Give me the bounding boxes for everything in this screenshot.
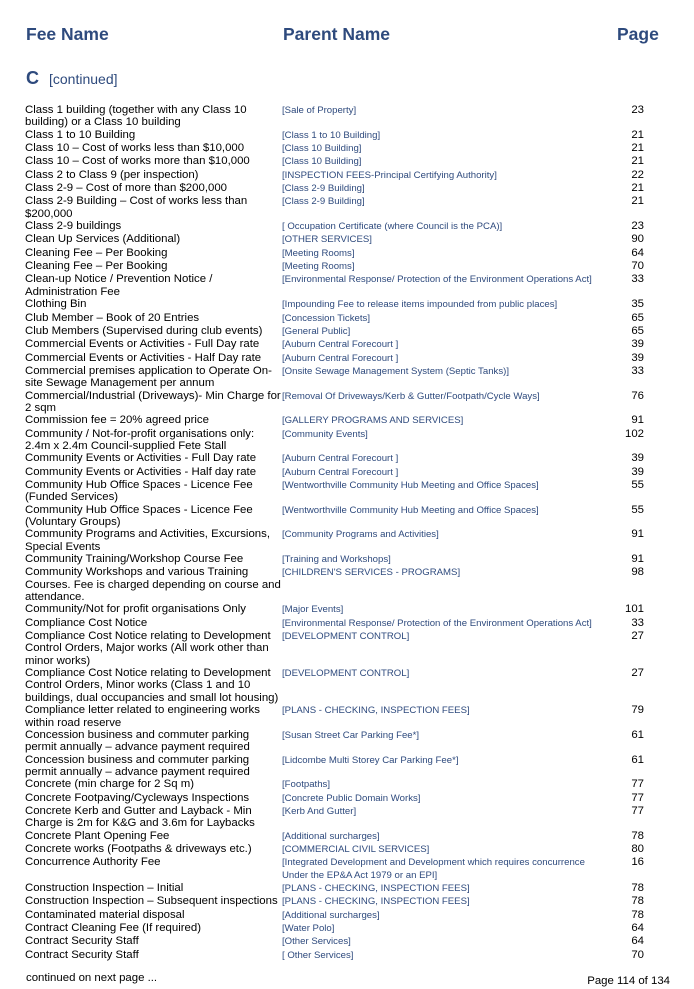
parent-name-cell: [Meeting Rooms] (282, 261, 355, 273)
fee-name-cell: Concession business and commuter parking permit annually – advance payment required (25, 753, 250, 778)
fee-name-cell: Cleaning Fee – Per Booking (25, 246, 168, 259)
parent-name-cell: [Auburn Central Forecourt ] (282, 339, 399, 351)
fee-name-cell: Compliance letter related to engineering works within road reserve (25, 704, 260, 729)
parent-name-cell: [GALLERY PROGRAMS AND SERVICES] (282, 415, 464, 427)
parent-name-cell: [Community Events] (282, 428, 368, 440)
parent-name-cell: [Onsite Sewage Management System (Septic Tanks)] (282, 365, 509, 377)
table-row (25, 856, 647, 882)
fee-table (25, 104, 647, 962)
table-row (25, 704, 647, 729)
table-row (25, 528, 647, 553)
fee-name-cell: Contract Security Staff (25, 948, 139, 961)
page-cell: 65 (631, 311, 644, 324)
table-row (25, 247, 647, 260)
parent-name-cell: [Wentworthville Community Hub Meeting and Office Spaces] (282, 504, 539, 516)
page-cell: 91 (631, 414, 644, 427)
page-cell: 55 (631, 503, 644, 516)
table-row (25, 428, 647, 453)
page-cell: 23 (631, 220, 644, 233)
page-cell: 91 (631, 553, 644, 566)
fee-name-cell: Concrete Plant Opening Fee (25, 829, 170, 842)
page-cell: 90 (631, 233, 644, 246)
parent-name-cell: [Class 10 Building] (282, 156, 362, 168)
page-cell: 80 (631, 842, 644, 855)
parent-name-cell: [Additional surcharges] (282, 909, 380, 921)
table-row (25, 390, 647, 415)
fee-name-cell: Contract Security Staff (25, 935, 139, 948)
table-row (25, 566, 647, 603)
page-cell: 77 (631, 804, 644, 817)
table-row (25, 273, 647, 298)
page-cell: 77 (631, 778, 644, 791)
parent-name-cell: [Auburn Central Forecourt ] (282, 466, 399, 478)
parent-name-cell: [Footpaths] (282, 779, 330, 791)
fee-name-cell: Class 2-9 buildings (25, 220, 122, 233)
page-cell: 33 (631, 364, 644, 377)
table-row (25, 312, 647, 325)
fee-name-cell: Clean-up Notice / Prevention Notice / Administration Fee (25, 273, 213, 298)
parent-name-header: Parent Name (283, 24, 390, 44)
parent-name-cell: [Wentworthville Community Hub Meeting and Office Spaces] (282, 479, 539, 491)
parent-name-cell: [Meeting Rooms] (282, 247, 355, 259)
page-cell: 78 (631, 895, 644, 908)
page-cell: 102 (624, 427, 644, 440)
fee-name-cell: Contaminated material disposal (25, 908, 185, 921)
table-row (25, 298, 647, 311)
table-row (25, 466, 647, 479)
page-cell: 33 (631, 273, 644, 286)
page-cell: 33 (631, 616, 644, 629)
parent-name-cell: [CHILDREN'S SERVICES - PROGRAMS] (282, 567, 461, 579)
fee-name-cell: Community Hub Office Spaces - Licence Fee (Voluntary Groups) (25, 503, 253, 528)
fee-name-cell: Class 10 – Cost of works more than $10,000 (25, 155, 250, 168)
section-heading (26, 68, 118, 89)
table-row (25, 949, 647, 962)
table-row (25, 922, 647, 935)
page-cell: 35 (631, 298, 644, 311)
fee-name-cell: Club Members (Supervised during club events) (25, 324, 263, 337)
parent-name-cell: [ Occupation Certificate (where Council is the PCA)] (282, 221, 503, 233)
page-cell: 21 (631, 155, 644, 168)
table-row (25, 142, 647, 155)
parent-name-cell: [Integrated Development and Development which requires concurrence Under the EP&A Act 1979 or an EPI] (282, 857, 585, 881)
page-cell: 22 (631, 168, 644, 181)
parent-name-cell: [PLANS - CHECKING, INSPECTION FEES] (282, 896, 470, 908)
page-cell: 64 (631, 922, 644, 934)
parent-name-cell: [Class 10 Building] (282, 143, 362, 155)
table-row (25, 882, 647, 895)
fee-name-cell: Cleaning Fee – Per Booking (25, 260, 168, 273)
page-cell: 78 (631, 908, 644, 921)
fee-name-cell: Concession business and commuter parking permit annually – advance payment required (25, 728, 250, 754)
table-row (25, 553, 647, 566)
fee-name-cell: Commission fee = 20% agreed price (25, 414, 209, 427)
page-cell: 64 (631, 246, 644, 259)
parent-name-cell: [DEVELOPMENT CONTROL] (282, 668, 410, 680)
fee-name-cell: Compliance Cost Notice relating to Development Control Orders, Major works (All work other than minor works) (25, 630, 271, 667)
table-row (25, 805, 647, 830)
page-cell: 27 (631, 667, 644, 680)
parent-name-cell: [Sale of Property] (282, 105, 357, 116)
parent-name-cell: [Other Services] (282, 936, 351, 948)
parent-name-cell: [Kerb And Gutter] (282, 805, 357, 817)
fee-name-cell: Contract Cleaning Fee (If required) (25, 922, 202, 934)
parent-name-cell: [Concession Tickets] (282, 312, 370, 324)
parent-name-cell: [Environmental Response/ Protection of the Environment Operations Act] (282, 274, 592, 286)
fee-name-cell: Community / Not-for-profit organisations only: 2.4m x 2.4m Council-supplied Fete Stall (25, 427, 255, 452)
fee-name-cell: Class 1 building (together with any Class 10 building) or a Class 10 building (25, 104, 247, 129)
page-cell: 21 (631, 195, 644, 208)
table-row (25, 169, 647, 182)
fee-name-header: Fee Name (26, 24, 109, 44)
table-row (25, 352, 647, 365)
parent-name-cell: [Susan Street Car Parking Fee*] (282, 729, 420, 741)
page-cell: 77 (631, 791, 644, 804)
table-row (25, 754, 647, 779)
page-cell: 91 (631, 528, 644, 541)
fee-name-cell: Clean Up Services (Additional) (25, 233, 181, 246)
parent-name-cell: [Auburn Central Forecourt ] (282, 352, 399, 364)
page-cell: 39 (631, 338, 644, 351)
table-row (25, 729, 647, 754)
page-cell: 98 (631, 566, 644, 579)
page-cell: 39 (631, 465, 644, 478)
fee-name-cell: Clothing Bin (25, 298, 87, 311)
parent-name-cell: [ Other Services] (282, 949, 354, 961)
parent-name-cell: [Training and Workshops] (282, 554, 391, 566)
table-row (25, 325, 647, 338)
fee-name-cell: Class 2-9 – Cost of more than $200,000 (25, 182, 227, 195)
fee-name-cell: Community Events or Activities - Full Day rate (25, 452, 257, 465)
table-row (25, 338, 647, 351)
parent-name-cell: [Class 2-9 Building] (282, 196, 365, 208)
page-cell: 64 (631, 935, 644, 948)
fee-name-cell: Community/Not for profit organisations Only (25, 603, 246, 616)
parent-name-cell: [PLANS - CHECKING, INSPECTION FEES] (282, 705, 470, 717)
parent-name-cell: [Community Programs and Activities] (282, 529, 439, 541)
page-cell: 23 (631, 104, 644, 116)
page-number: Page 114 of 134 (587, 975, 670, 987)
continued-note: continued on next page ... (26, 972, 158, 984)
parent-name-cell: [Removal Of Driveways/Kerb & Gutter/Footpath/Cycle Ways] (282, 390, 540, 402)
page-cell: 70 (631, 260, 644, 273)
page-cell: 39 (631, 351, 644, 364)
page-cell: 39 (631, 452, 644, 465)
parent-name-cell: [Class 1 to 10 Building] (282, 129, 381, 141)
table-row (25, 260, 647, 273)
parent-name-cell: [General Public] (282, 325, 351, 337)
parent-name-cell: [PLANS - CHECKING, INSPECTION FEES] (282, 882, 470, 894)
fee-name-cell: Club Member – Book of 20 Entries (25, 311, 200, 324)
page-cell: 61 (631, 753, 644, 766)
table-row (25, 104, 647, 129)
fee-name-cell: Concrete Footpaving/Cycleways Inspections (25, 791, 250, 804)
parent-name-cell: [Impounding Fee to release items impounded from public places] (282, 299, 558, 311)
fee-name-cell: Compliance Cost Notice (25, 616, 148, 629)
page-cell: 78 (631, 881, 644, 894)
fee-name-cell: Commercial Events or Activities - Full Day rate (25, 338, 260, 351)
parent-name-cell: [Class 2-9 Building] (282, 183, 365, 195)
table-row (25, 603, 647, 616)
page-cell: 79 (631, 704, 644, 717)
page-cell: 55 (631, 478, 644, 491)
fee-name-cell: Class 10 – Cost of works less than $10,000 (25, 142, 245, 155)
parent-name-cell: [Water Polo] (282, 923, 335, 934)
fee-name-cell: Commercial premises application to Operate On-site Sewage Management per annum (25, 364, 272, 390)
page-cell: 21 (631, 182, 644, 195)
page-cell: 76 (631, 389, 644, 402)
parent-name-cell: [COMMERCIAL CIVIL SERVICES] (282, 843, 430, 855)
fee-name-cell: Concrete Kerb and Gutter and Layback - Min Charge is 2m for K&G and 3.6m for Laybacks (25, 804, 255, 830)
table-row (25, 792, 647, 805)
page-cell: 21 (631, 142, 644, 155)
table-row (25, 129, 647, 142)
fee-name-cell: Concrete works (Footpaths & driveways etc.) (25, 842, 252, 855)
parent-name-cell: [INSPECTION FEES-Principal Certifying Authority] (282, 169, 497, 181)
fee-name-cell: Class 1 to 10 Building (25, 128, 136, 141)
table-row (25, 365, 647, 390)
table-row (25, 504, 647, 529)
parent-name-cell: [Concrete Public Domain Works] (282, 792, 421, 804)
parent-name-cell: [Environmental Response/ Protection of the Environment Operations Act] (282, 617, 592, 629)
fee-name-cell: Concrete (min charge for 2 Sq m) (25, 778, 195, 791)
fee-name-cell: Commercial Events or Activities - Half Day rate (25, 351, 262, 364)
table-row (25, 452, 647, 465)
table-row (25, 895, 647, 908)
parent-name-cell: [Auburn Central Forecourt ] (282, 453, 399, 465)
parent-name-cell: [OTHER SERVICES] (282, 234, 372, 246)
table-row (25, 617, 647, 630)
section-continued: [continued] (49, 71, 118, 87)
fee-name-cell: Class 2-9 Building – Cost of works less than $200,000 (25, 195, 248, 220)
page-cell: 78 (631, 829, 644, 842)
table-row (25, 155, 647, 168)
fee-name-cell: Community Workshops and various Training Courses. Fee is charged depending on course and attendance. (25, 566, 281, 604)
page-cell: 16 (631, 856, 644, 869)
table-row (25, 778, 647, 791)
table-row (25, 630, 647, 667)
page-cell: 65 (631, 324, 644, 337)
page-header: Page (617, 24, 659, 44)
fee-name-cell: Commercial/Industrial (Driveways)- Min Charge for 2 sqm (25, 389, 281, 414)
fee-name-cell: Community Training/Workshop Course Fee (25, 553, 244, 566)
fee-name-cell: Construction Inspection – Subsequent inspections (25, 895, 278, 908)
table-row (25, 233, 647, 246)
fee-name-cell: Community Programs and Activities, Excursions, Special Events (25, 528, 270, 553)
fee-name-cell: Community Hub Office Spaces - Licence Fee (Funded Services) (25, 478, 253, 504)
table-row (25, 220, 647, 233)
page-cell: 21 (631, 128, 644, 141)
section-letter: C (26, 68, 39, 88)
fee-name-cell: Construction Inspection – Initial (25, 881, 184, 894)
page-cell: 61 (631, 728, 644, 741)
fee-name-cell: Concurrence Authority Fee (25, 856, 161, 869)
table-row (25, 195, 647, 220)
fee-name-cell: Compliance Cost Notice relating to Development Control Orders, Minor works (Class 1 and 10 buildings, dual occupancies and small lot housing) (25, 667, 279, 704)
table-row (25, 667, 647, 704)
table-row (25, 843, 647, 856)
fee-name-cell: Class 2 to Class 9 (per inspection) (25, 168, 199, 181)
parent-name-cell: [Major Events] (282, 604, 344, 616)
table-row (25, 182, 647, 195)
table-row (25, 479, 647, 504)
parent-name-cell: [DEVELOPMENT CONTROL] (282, 631, 410, 643)
table-row (25, 935, 647, 948)
parent-name-cell: [Lidcombe Multi Storey Car Parking Fee*] (282, 754, 459, 766)
page-cell: 70 (631, 948, 644, 961)
table-row (25, 414, 647, 427)
fee-name-cell: Community Events or Activities - Half day rate (25, 465, 257, 478)
page-cell: 27 (631, 630, 644, 643)
page-cell: 101 (624, 603, 644, 616)
table-row (25, 909, 647, 922)
table-row (25, 830, 647, 843)
parent-name-cell: [Additional surcharges] (282, 830, 380, 842)
